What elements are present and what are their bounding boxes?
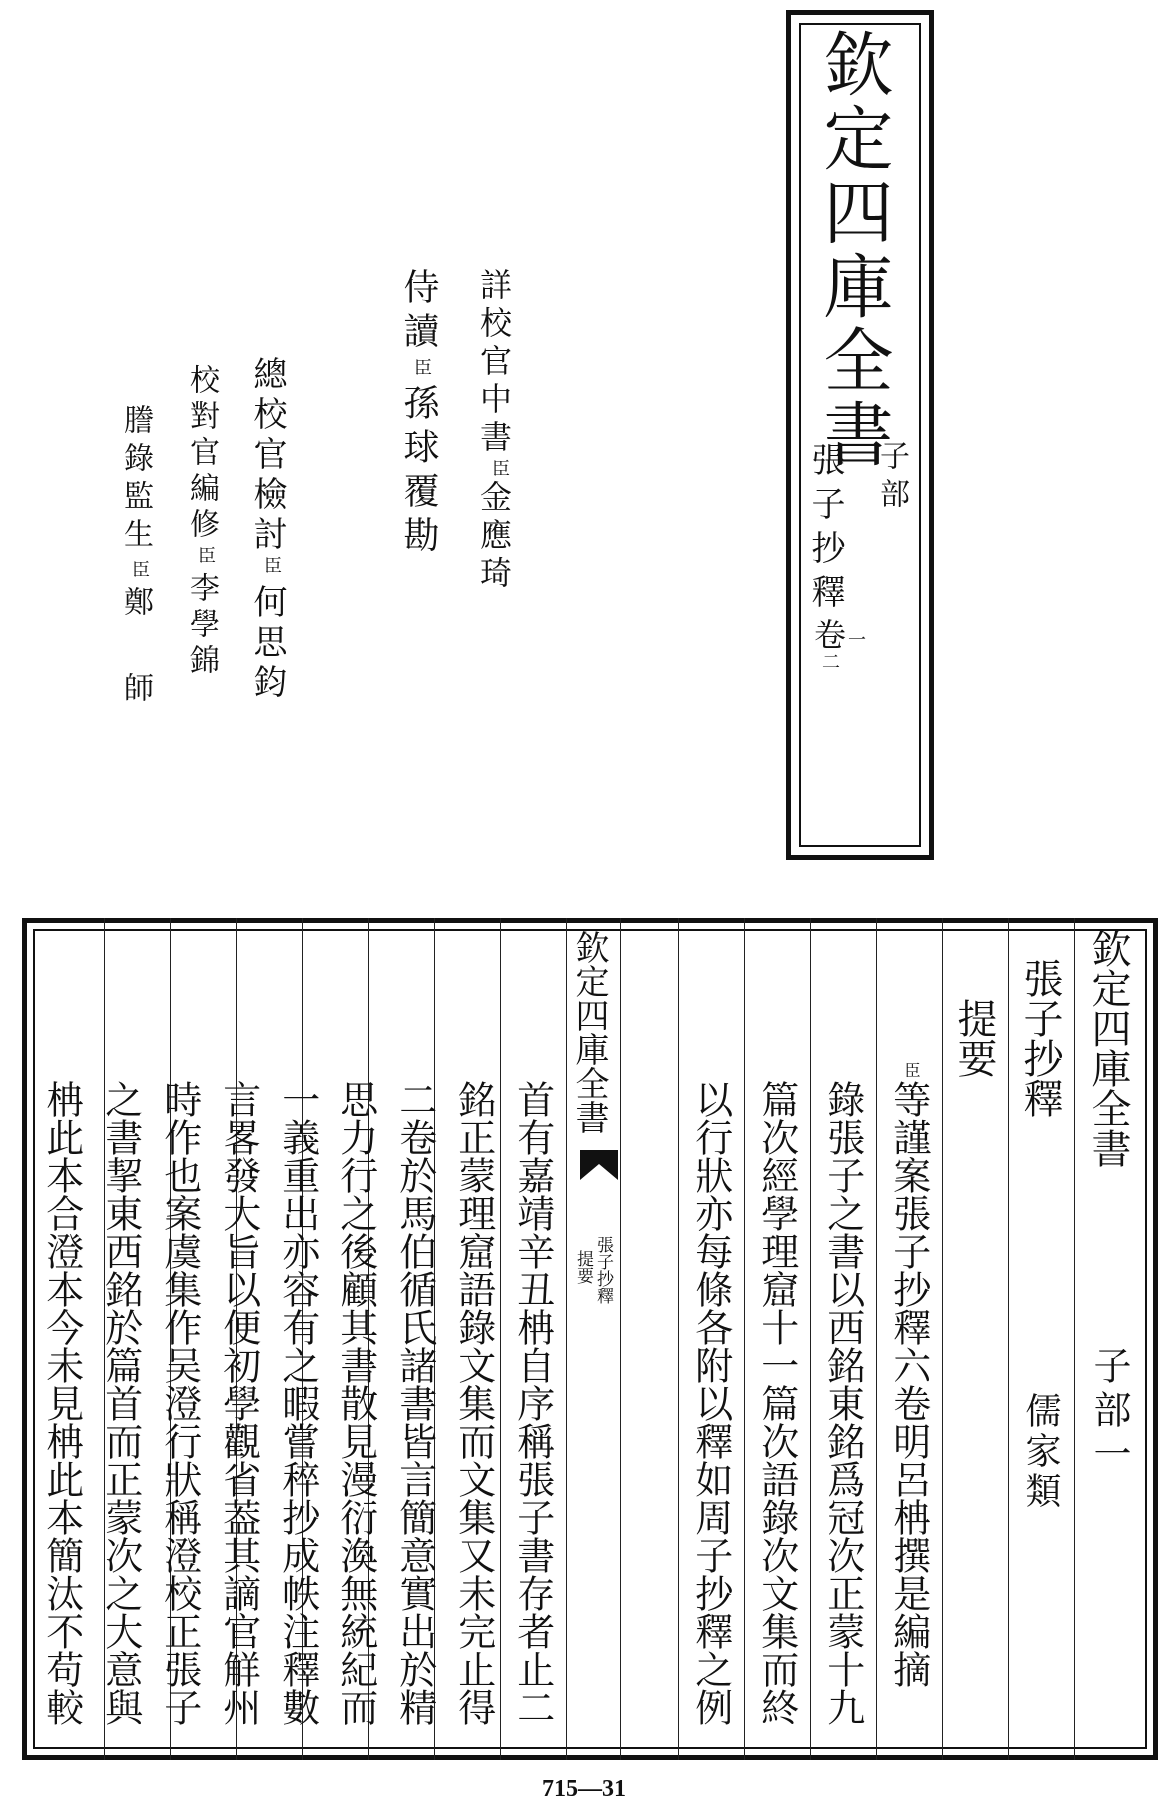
cover-section: 子部 [874,440,909,516]
text-column-1: 等謹案張子抄釋六卷明呂柟撰是編摘 [886,1080,931,1688]
cover-volume-sub: 二 [819,652,840,670]
text-column-5: 首有嘉靖辛丑柟自序稱張子書存者止二 [510,1080,555,1726]
page-header-title: 欽定四庫全書 [1085,928,1131,1168]
center-column-subtitle: 張子抄釋 [593,1236,613,1304]
colophon-col5: 謄錄監生 [118,404,153,556]
colophon-col1-name: 金應琦 [475,480,513,594]
cover-volume-numeral: 一 [845,630,866,648]
cover-book-title: 張子抄釋 [805,442,845,618]
text-column-2: 錄張子之書以西銘東銘爲冠次正蒙十九 [820,1080,865,1726]
text-column-4: 以行狀亦每條各附以釋如周子抄釋之例 [688,1080,733,1726]
column-rule [942,918,943,1760]
colophon-col2-official: 臣 [411,358,432,376]
text-column-10: 言畧發大旨以便初學觀省葢其謫官觧州 [216,1080,261,1726]
page-category: 儒家類 [1020,1392,1061,1512]
text-column-9: 一義重出亦容有之暇嘗稡抄成帙注釋數 [275,1080,320,1726]
text-column-11: 時作也案虞集作吴澄行狀稱澄校正張子 [157,1080,202,1726]
column-rule [1008,918,1009,1760]
text-column-12: 之書挈東西銘於篇首而正蒙次之大意與 [98,1080,143,1726]
column-rule [810,918,811,1760]
text-column-7: 二卷於馬伯循氏諸書皆言簡意實出於精 [392,1080,437,1726]
center-column-subtitle-2: 提要 [573,1250,593,1284]
cover-volume: 卷 [809,618,847,650]
center-column-title: 欽定四庫全書 [569,930,609,1134]
column-rule [876,918,877,1760]
colophon-col4-name: 李學錦 [184,572,219,680]
center-column-rule [566,918,567,1760]
text-column-3: 篇次經學理窟十一篇次語錄次文集而終 [754,1080,799,1726]
colophon-col4: 校對官編修 [184,364,219,544]
text-column-6: 銘正蒙理窟語錄文集而文集又未完止得 [451,1080,496,1726]
text-column-8: 思力行之後顧其書散見漫衍渙無統紀而 [333,1080,378,1726]
colophon-col1-official: 臣 [489,459,510,477]
colophon-col5-official: 臣 [129,560,150,578]
column-rule [500,918,501,1760]
column-rule [744,918,745,1760]
colophon-col5-name: 鄭師 [118,586,153,758]
text-col1-official: 臣 [902,1062,921,1078]
center-column-rule [620,918,621,1760]
column-rule [678,918,679,1760]
colophon-col3-name: 何思鈞 [247,584,287,704]
colophon-col2: 侍讀 [398,268,439,356]
colophon-col3-official: 臣 [261,556,282,574]
colophon-col2-name: 孫球覆勘 [398,384,439,560]
page-book-title: 張子抄釋 [1017,958,1063,1118]
cover-title: 欽定四庫全書 [812,28,894,472]
colophon-col4-official: 臣 [195,546,216,564]
colophon-col1: 詳校官中書 [475,268,513,458]
page-header-section: 子部一 [1087,1346,1131,1478]
text-column-13: 柟此本合澄本今未見柟此本簡汰不苟較 [39,1080,84,1726]
page-number: 715—31 [542,1776,626,1802]
column-rule [1074,918,1075,1760]
page-tiyao: 提要 [951,998,997,1078]
fish-tail-mark [580,1150,618,1180]
colophon-col3: 總校官檢討 [247,356,287,556]
